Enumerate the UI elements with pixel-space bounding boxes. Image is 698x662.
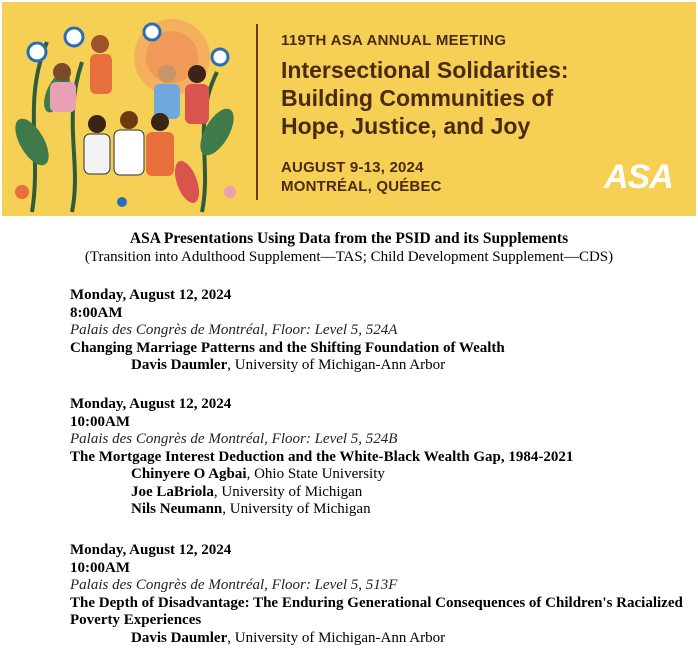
author-affiliation: , University of Michigan-Ann Arbor (227, 629, 446, 646)
meeting-title-line: Intersectional Solidarities: (281, 57, 569, 83)
meeting-title-line: Building Communities of (281, 85, 554, 111)
author-affiliation: , University of Michigan-Ann Arbor (227, 357, 446, 373)
session-date: Monday, August 12, 2024 (70, 396, 232, 412)
session-time: 8:00AM (70, 304, 123, 321)
session-author (70, 466, 690, 484)
author-name: Nils Neumann (131, 501, 223, 517)
page-subheading: (Transition into Adulthood Supplement—TAS; Child Development Supplement—CDS) (84, 249, 614, 265)
session-time: 10:00AM (70, 413, 130, 430)
author-affiliation: , University of Michigan (213, 483, 363, 500)
divider-line (256, 24, 258, 200)
page-heading: ASA Presentations Using Data from the PSID and its Supplements (129, 230, 569, 247)
session-date: Monday, August 12, 2024 (70, 542, 232, 558)
session-location: Palais des Congrès de Montréal, Floor: Level 5, 513F (70, 577, 398, 593)
asa-logo: ASA (604, 158, 673, 196)
meeting-title-line: Hope, Justice, and Joy (281, 113, 531, 139)
session-1 (70, 287, 690, 375)
author-name: Joe LaBriola (131, 483, 214, 500)
session-date: Monday, August 12, 2024 (70, 287, 232, 303)
author-affiliation: , Ohio State University (246, 466, 385, 482)
session-title: The Depth of Disadvantage: The Enduring Generational Consequences of Children's Racialized Poverty Experiences (70, 594, 683, 628)
session-author (70, 484, 690, 502)
session-time: 10:00AM (70, 559, 130, 576)
session-location: Palais des Congrès de Montréal, Floor: Level 5, 524B (70, 431, 398, 447)
session-title: The Mortgage Interest Deduction and the White-Black Wealth Gap, 1984-2021 (70, 448, 574, 465)
session-3 (70, 542, 690, 647)
meeting-city: MONTRÉAL, QUÉBEC (281, 178, 442, 195)
session-2 (70, 396, 690, 519)
session-location: Palais des Congrès de Montréal, Floor: Level 5, 524A (70, 322, 398, 338)
session-author (70, 357, 690, 375)
session-title: Changing Marriage Patterns and the Shifting Foundation of Wealth (70, 339, 505, 356)
meeting-label: 119TH ASA ANNUAL MEETING (281, 32, 507, 49)
author-name: Chinyere O Agbai (131, 466, 247, 482)
session-author (70, 501, 690, 519)
author-affiliation: , University of Michigan (222, 501, 371, 517)
author-name: Davis Daumler (131, 357, 228, 373)
author-name: Davis Daumler (131, 629, 228, 646)
illustration-people-flowers-icon (2, 2, 247, 216)
meeting-dates: AUGUST 9-13, 2024 (281, 159, 424, 176)
meeting-banner (2, 2, 696, 216)
session-author (70, 630, 690, 648)
